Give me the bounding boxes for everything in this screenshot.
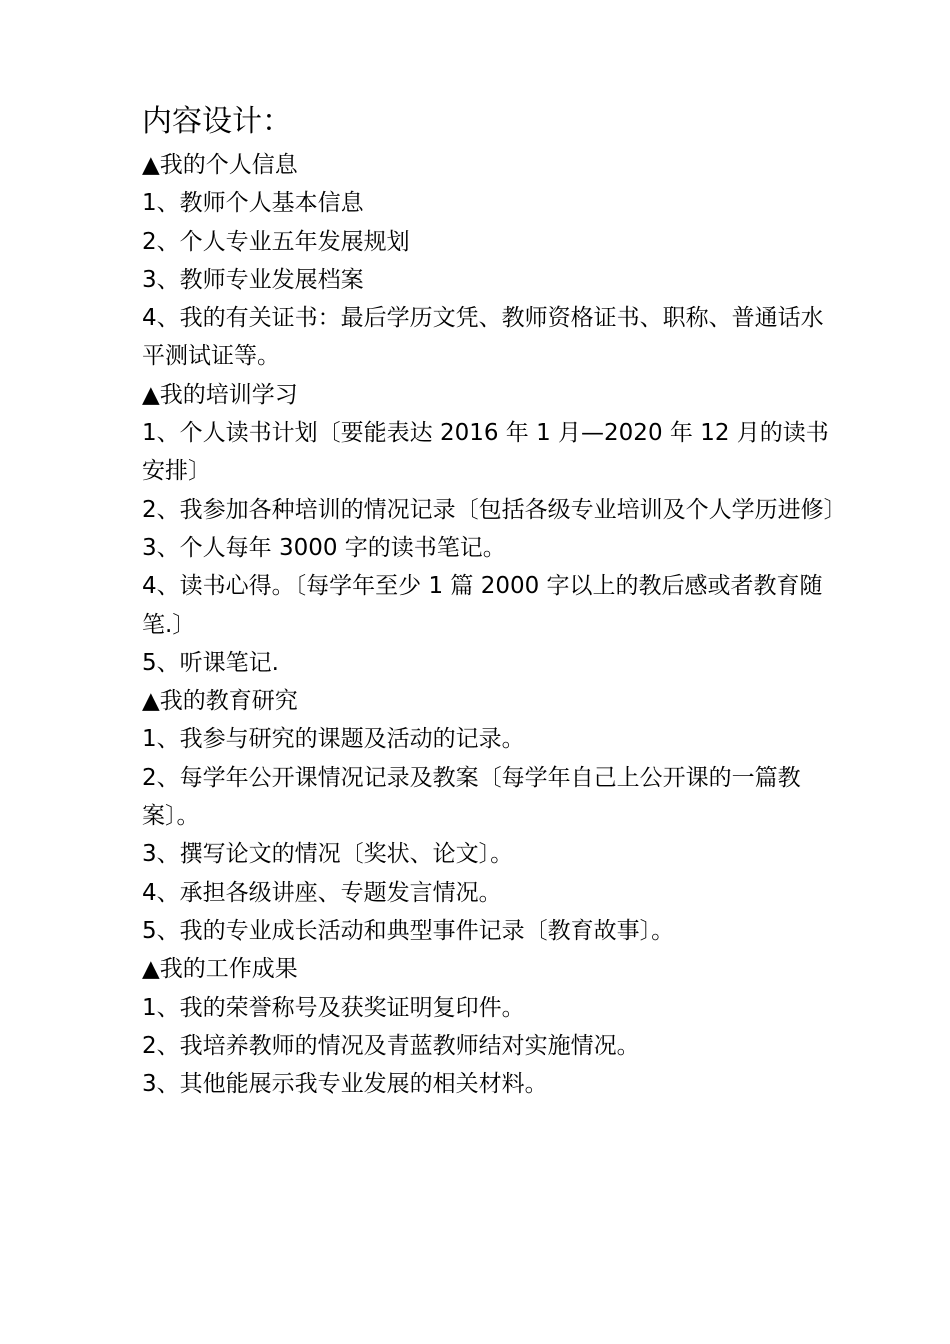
section-personal-info <box>142 146 842 376</box>
section-heading: ▲我的培训学习 <box>142 381 298 408</box>
section-heading: ▲我的教育研究 <box>142 688 298 715</box>
list-item: 1、个人读书计划〔要能表达 2016 年 1 月—2020 年 12 月的读书安排〕 <box>142 420 829 485</box>
list-item: 5、我的专业成长活动和典型事件记录〔教育故事〕。 <box>142 917 675 944</box>
section-heading: ▲我的个人信息 <box>142 152 298 178</box>
list-item: 4、承担各级讲座、专题发言情况。 <box>142 879 502 906</box>
list-item: 2、个人专业五年发展规划 <box>142 228 410 255</box>
list-item: 4、读书心得。〔每学年至少 1 篇 2000 字以上的教后感或者教育随笔.〕 <box>142 573 823 638</box>
section-achievements <box>142 950 842 1103</box>
list-item: 2、我培养教师的情况及青蓝教师结对实施情况。 <box>142 1032 640 1059</box>
section-training <box>142 376 847 682</box>
list-item: 1、教师个人基本信息 <box>142 190 364 217</box>
list-item: 3、个人每年 3000 字的读书笔记。 <box>142 534 506 561</box>
list-item: 1、我的荣誉称号及获奖证明复印件。 <box>142 994 525 1021</box>
list-item: 3、其他能展示我专业发展的相关材料。 <box>142 1071 548 1098</box>
list-item: 5、听课笔记. <box>142 649 279 676</box>
document-title: 内容设计： <box>142 104 292 139</box>
list-item: 2、我参加各种培训的情况记录〔包括各级专业培训及个人学历进修〕 <box>142 496 847 523</box>
list-item: 1、我参与研究的课题及活动的记录。 <box>142 726 525 753</box>
list-item: 3、教师专业发展档案 <box>142 266 364 293</box>
document-page <box>142 100 847 1103</box>
list-item: 2、每学年公开课情况记录及教案〔每学年自己上公开课的一篇教案〕。 <box>142 764 801 830</box>
list-item: 4、我的有关证书：最后学历文凭、教师资格证书、职称、普通话水平测试证等。 <box>142 305 824 370</box>
section-research <box>142 682 842 950</box>
section-heading: ▲我的工作成果 <box>142 956 298 983</box>
list-item: 3、撰写论文的情况〔奖状、论文〕。 <box>142 841 514 868</box>
